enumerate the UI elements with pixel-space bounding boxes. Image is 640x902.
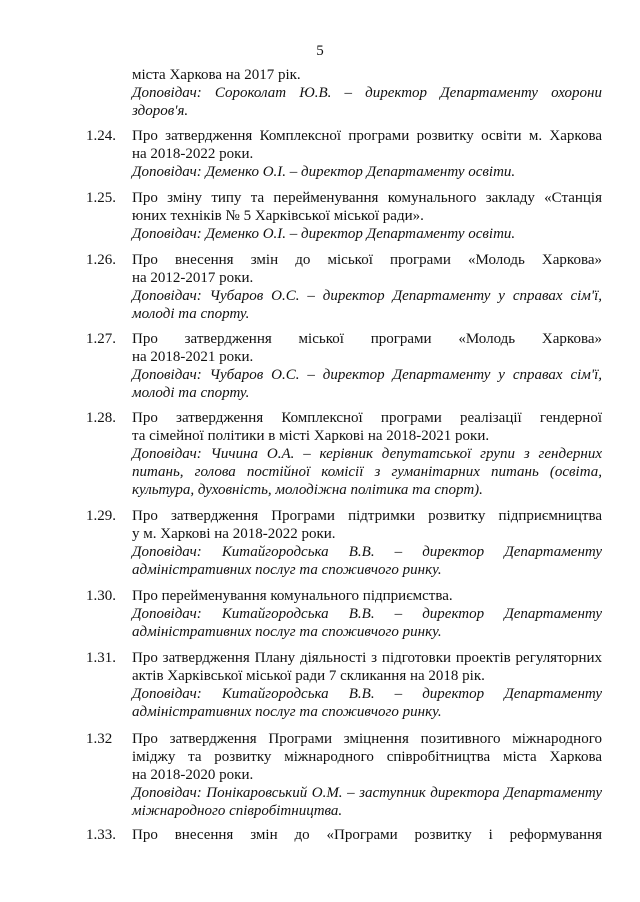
item-speaker-line: питань, голова постійної комісії з гуманітарних питань (освіта, [132, 464, 602, 480]
item-speaker-line: міжнародного співробітництва. [132, 803, 343, 819]
item-title-line: Про перейменування комунального підприємства. [132, 588, 453, 604]
item-content [132, 587, 602, 641]
item-title-line: Про затвердження Програми підтримки розвитку підприємництва [132, 508, 602, 524]
item-content [132, 649, 602, 721]
item-speaker-line: Доповідач: Деменко О.І. – директор Департаменту освіти. [132, 226, 516, 242]
item-title-line: Про затвердження Комплексної програми розвитку освіти м. Харкова [132, 128, 602, 144]
item-speaker-line: адміністративних послуг та споживчого ринку. [132, 704, 442, 720]
item-title-line: та сімейної політики в місті Харкові на 2018-2021 роки. [132, 428, 490, 444]
item-title-line: Про затвердження Комплексної програми реалізації гендерної [132, 410, 602, 426]
item-title-line: Про зміну типу та перейменування комунального закладу «Станція [132, 190, 602, 206]
item-content [132, 127, 602, 181]
intro-continuation [132, 66, 602, 120]
item-content [132, 251, 602, 323]
item-number: 1.31. [86, 650, 116, 666]
item-content [132, 730, 602, 820]
item-speaker-line: Доповідач: Китайгородська В.В. – директор Департаменту [132, 686, 602, 702]
item-speaker-line: молоді та спорту. [132, 385, 250, 401]
item-title-line: Про затвердження Плану діяльності з підготовки проектів регуляторних [132, 650, 602, 666]
intro-speaker-line: здоров'я. [132, 103, 189, 119]
item-number: 1.27. [86, 331, 116, 347]
item-number: 1.33. [86, 827, 116, 843]
item-speaker-line: культура, духовність, молодіжна політика та спорт). [132, 482, 483, 498]
item-number: 1.26. [86, 252, 116, 268]
item-title-line: на 2018-2022 роки. [132, 146, 254, 162]
item-title-line: юних техніків № 5 Харківської міської ради». [132, 208, 424, 224]
item-speaker-line: Доповідач: Понікаровський О.М. – заступник директора Департаменту [132, 785, 602, 801]
item-number: 1.28. [86, 410, 116, 426]
item-title-line: на 2018-2020 роки. [132, 767, 254, 783]
intro-speaker-line: Доповідач: Сороколат Ю.В. – директор Департаменту охорони [132, 85, 602, 101]
item-speaker-line: адміністративних послуг та споживчого ринку. [132, 624, 442, 640]
item-speaker-line: Доповідач: Чубаров О.С. – директор Департаменту у справах сім'ї, [132, 288, 602, 304]
item-number: 1.32 [86, 731, 113, 747]
item-content [132, 507, 602, 579]
page-number: 5 [316, 43, 324, 59]
intro-line: міста Харкова на 2017 рік. [132, 67, 301, 83]
item-title-line: у м. Харкові на 2018-2022 роки. [132, 526, 336, 542]
item-number: 1.30. [86, 588, 116, 604]
item-speaker-line: Доповідач: Чубаров О.С. – директор Департаменту у справах сім'ї, [132, 367, 602, 383]
item-speaker-line: Доповідач: Деменко О.І. – директор Департаменту освіти. [132, 164, 516, 180]
item-title-line: іміджу та розвитку міжнародного співробітництва міста Харкова [132, 749, 602, 765]
item-title-line: на 2012-2017 роки. [132, 270, 254, 286]
item-number: 1.24. [86, 128, 116, 144]
item-speaker-line: Доповідач: Чичина О.А. – керівник депутатської групи з гендерних [132, 446, 602, 462]
item-content [132, 409, 602, 499]
item-number: 1.25. [86, 190, 116, 206]
item-content [132, 330, 602, 402]
item-content [132, 189, 602, 243]
item-speaker-line: Доповідач: Китайгородська В.В. – директор Департаменту [132, 606, 602, 622]
item-speaker-line: адміністративних послуг та споживчого ринку. [132, 562, 442, 578]
item-title-line: Про затвердження Програми зміцнення позитивного міжнародного [132, 731, 602, 747]
item-speaker-line: молоді та спорту. [132, 306, 250, 322]
item-title-line: Про внесення змін до міської програми «Молодь Харкова» [132, 252, 602, 268]
item-title-line: актів Харківської міської ради 7 скликання на 2018 рік. [132, 668, 485, 684]
item-content [132, 826, 602, 844]
item-title-line: Про затвердження міської програми «Молодь Харкова» [132, 331, 602, 347]
item-title-line: Про внесення змін до «Програми розвитку і реформування [132, 827, 602, 843]
item-speaker-line: Доповідач: Китайгородська В.В. – директор Департаменту [132, 544, 602, 560]
item-number: 1.29. [86, 508, 116, 524]
item-title-line: на 2018-2021 роки. [132, 349, 254, 365]
